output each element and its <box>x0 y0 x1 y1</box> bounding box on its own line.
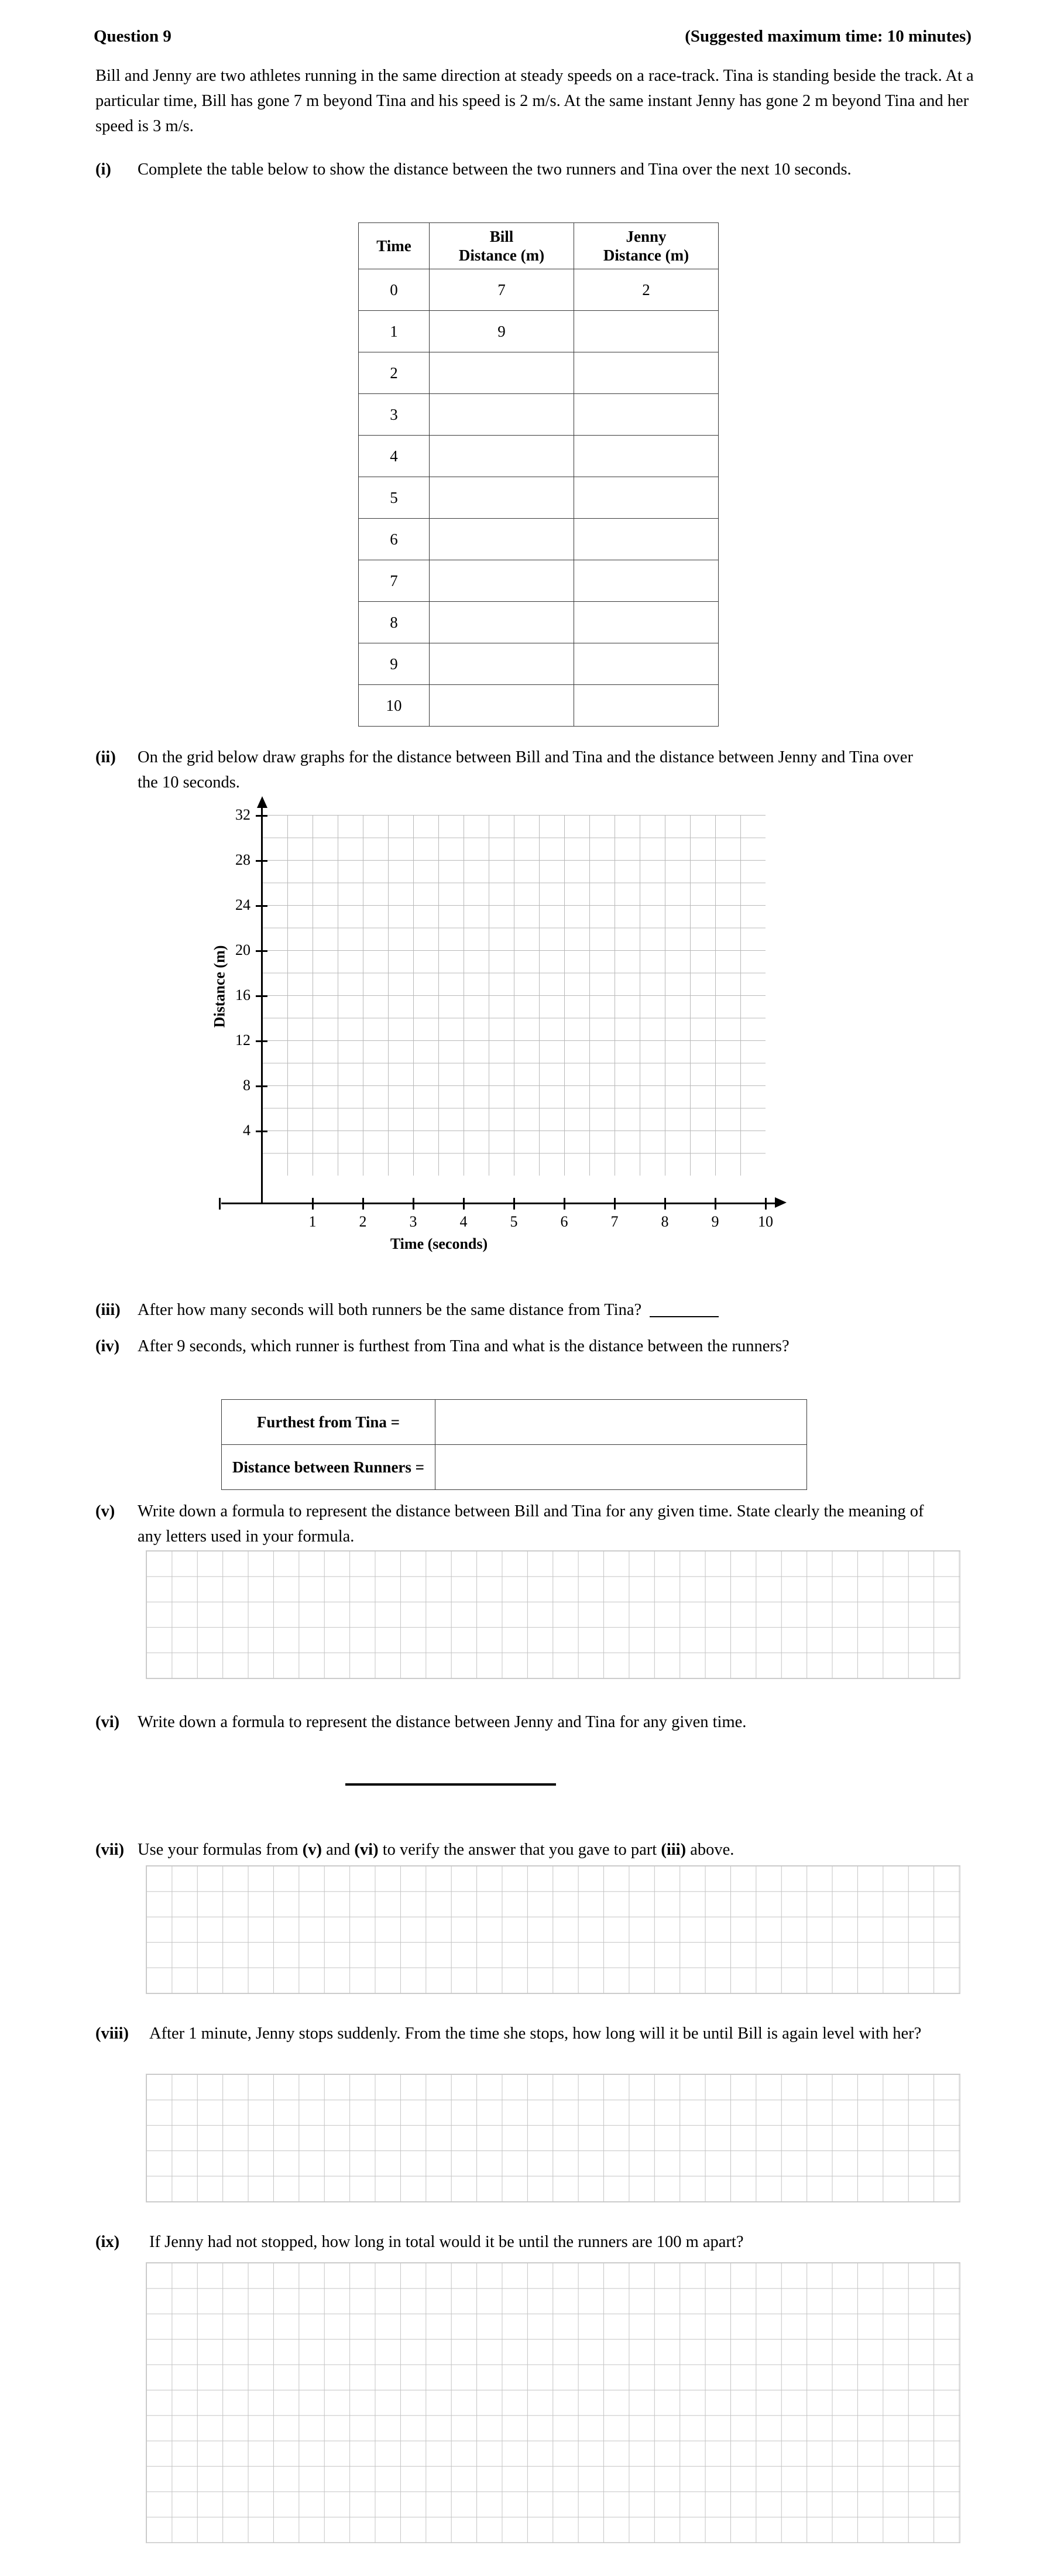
table-row <box>359 477 719 519</box>
col-header-jenny-line1: Jenny <box>626 228 667 245</box>
y-tick-24 <box>256 905 267 907</box>
x-tick-label-4: 4 <box>459 1213 468 1230</box>
part-vii-ref-iii: (iii) <box>661 1841 687 1859</box>
x-axis-left-cap <box>219 1198 221 1210</box>
part-iii-text: After how many seconds will both runners be the same distance from Tina? <box>138 1301 642 1319</box>
y-tick-20 <box>256 950 267 952</box>
cell-time: 10 <box>359 685 430 727</box>
table-row <box>359 602 719 643</box>
answer-box-row <box>222 1445 807 1490</box>
x-tick-label-9: 9 <box>711 1213 719 1230</box>
cell-jenny[interactable] <box>574 685 719 727</box>
y-axis-line <box>261 807 263 1204</box>
part-ii <box>95 745 932 795</box>
cell-jenny[interactable] <box>574 436 719 477</box>
x-tick-3 <box>413 1198 414 1210</box>
cell-time: 3 <box>359 394 430 436</box>
answer-label-furthest: Furthest from Tina = <box>222 1400 435 1445</box>
cell-bill[interactable] <box>430 602 574 643</box>
part-iii <box>95 1297 950 1323</box>
x-axis-line <box>221 1203 777 1204</box>
x-tick-9 <box>715 1198 716 1210</box>
part-ii-text: On the grid below draw graphs for the distance between Bill and Tina and the distance between Jenny and Tina over the 10 seconds. <box>138 748 913 792</box>
cell-jenny[interactable] <box>574 477 719 519</box>
part-ix-label: (ix) <box>95 2233 120 2251</box>
cell-bill[interactable] <box>430 436 574 477</box>
part-vii-text <box>138 1837 938 1862</box>
y-tick-12 <box>256 1040 267 1042</box>
part-ix-text: If Jenny had not stopped, how long in total would it be until the runners are 100 m apart? <box>149 2233 744 2251</box>
x-tick-1 <box>312 1198 314 1210</box>
table-row <box>359 643 719 685</box>
part-v <box>95 1499 938 1549</box>
y-tick-28 <box>256 860 267 862</box>
part-vii-ref-v: (v) <box>302 1841 322 1859</box>
table-row <box>359 685 719 727</box>
graph-gridlines[interactable] <box>262 815 766 1176</box>
cell-jenny[interactable]: 2 <box>574 269 719 311</box>
cell-bill[interactable] <box>430 560 574 602</box>
x-tick-6 <box>564 1198 565 1210</box>
part-viii-text: After 1 minute, Jenny stops suddenly. From the time she stops, how long will it be until Bill is again level with her? <box>149 2025 922 2043</box>
cell-bill[interactable] <box>430 352 574 394</box>
x-tick-label-5: 5 <box>510 1213 518 1230</box>
suggested-time-note: (Suggested maximum time: 10 minutes) <box>685 27 972 46</box>
question-title: Question 9 <box>94 27 171 46</box>
part-viii-label: (viii) <box>95 2025 129 2043</box>
part-vii-text-before: Use your formulas from <box>138 1841 303 1859</box>
x-tick-label-1: 1 <box>308 1213 317 1230</box>
x-axis-label: Time (seconds) <box>390 1235 488 1252</box>
part-vii-text-mid1: and <box>322 1841 355 1859</box>
cell-time: 0 <box>359 269 430 311</box>
cell-time: 8 <box>359 602 430 643</box>
y-tick-label-20: 20 <box>235 941 250 958</box>
cell-bill[interactable] <box>430 394 574 436</box>
answer-box <box>221 1399 807 1490</box>
y-tick-label-32: 32 <box>235 806 250 823</box>
cell-bill[interactable] <box>430 519 574 560</box>
part-iv-text: After 9 seconds, which runner is furthest from Tina and what is the distance between the runners? <box>138 1337 790 1355</box>
part-ix <box>95 2229 944 2255</box>
cell-jenny[interactable] <box>574 643 719 685</box>
table-header-row <box>359 223 719 269</box>
y-tick-32 <box>256 815 267 817</box>
cell-jenny[interactable] <box>574 560 719 602</box>
x-tick-8 <box>664 1198 666 1210</box>
part-ii-label: (ii) <box>95 748 116 766</box>
part-vi-answer-rule[interactable] <box>345 1783 556 1786</box>
x-tick-label-8: 8 <box>661 1213 669 1230</box>
part-iv-label: (iv) <box>95 1337 120 1355</box>
y-tick-16 <box>256 995 267 997</box>
work-grid-part-ix[interactable] <box>146 2262 960 2543</box>
part-vi <box>95 1710 938 1735</box>
y-axis-arrow-icon <box>257 796 267 808</box>
part-vii-label: (vii) <box>95 1841 125 1859</box>
answer-box-table <box>221 1399 807 1490</box>
part-vii-ref-vi: (vi) <box>354 1841 379 1859</box>
y-tick-label-16: 16 <box>235 986 250 1003</box>
answer-value-furthest[interactable] <box>435 1400 807 1445</box>
work-grid-part-vii[interactable] <box>146 1865 960 1994</box>
cell-bill[interactable]: 9 <box>430 311 574 352</box>
y-tick-label-28: 28 <box>235 851 250 868</box>
part-i <box>95 157 932 182</box>
table-row <box>359 311 719 352</box>
part-i-label: (i) <box>95 160 111 179</box>
distance-table-body <box>359 269 719 727</box>
part-iii-label: (iii) <box>95 1301 121 1319</box>
cell-time: 9 <box>359 643 430 685</box>
y-tick-label-12: 12 <box>235 1032 250 1049</box>
y-tick-4 <box>256 1131 267 1132</box>
x-tick-label-6: 6 <box>560 1213 568 1230</box>
part-vii-text-mid2: to verify the answer that you gave to part <box>378 1841 661 1859</box>
work-grid-part-viii[interactable] <box>146 2074 960 2202</box>
part-iii-text-wrap <box>138 1297 950 1323</box>
part-vi-label: (vi) <box>95 1713 120 1731</box>
cell-time: 2 <box>359 352 430 394</box>
y-tick-label-4: 4 <box>243 1122 250 1139</box>
y-tick-label-24: 24 <box>235 896 250 913</box>
cell-bill[interactable]: 7 <box>430 269 574 311</box>
answer-value-distance[interactable] <box>435 1445 807 1490</box>
work-grid-part-v[interactable] <box>146 1550 960 1679</box>
col-header-bill-line2: Distance (m) <box>458 246 545 264</box>
cell-jenny[interactable] <box>574 352 719 394</box>
col-header-jenny <box>574 223 719 269</box>
col-header-bill <box>430 223 574 269</box>
x-tick-5 <box>513 1198 515 1210</box>
cell-time: 4 <box>359 436 430 477</box>
distance-table-wrap <box>358 222 719 727</box>
intro-paragraph: Bill and Jenny are two athletes running in the same direction at steady speeds on a race-track. Tina is standing beside the track. At a particular time, Bill has gone 7 m beyond Tina and his speed is 2 m/s. At the same instant Jenny has gone 2 m beyond Tina and her speed is 3 m/s. <box>95 67 974 135</box>
y-tick-label-8: 8 <box>243 1077 250 1094</box>
part-viii <box>95 2021 944 2046</box>
x-tick-4 <box>463 1198 465 1210</box>
distance-table <box>358 222 719 727</box>
cell-time: 6 <box>359 519 430 560</box>
x-tick-10 <box>765 1198 767 1210</box>
x-tick-2 <box>362 1198 364 1210</box>
answer-label-distance: Distance between Runners = <box>222 1445 435 1490</box>
part-v-label: (v) <box>95 1502 115 1520</box>
table-row <box>359 436 719 477</box>
part-i-text: Complete the table below to show the distance between the two runners and Tina over the next 10 seconds. <box>138 160 852 179</box>
cell-time: 1 <box>359 311 430 352</box>
table-row <box>359 519 719 560</box>
x-tick-label-10: 10 <box>758 1213 773 1230</box>
cell-jenny[interactable] <box>574 519 719 560</box>
part-v-text: Write down a formula to represent the distance between Bill and Tina for any given time. State clearly the meaning of any letters used in your formula. <box>138 1502 924 1546</box>
x-tick-label-3: 3 <box>409 1213 417 1230</box>
part-vi-text: Write down a formula to represent the distance between Jenny and Tina for any given time. <box>138 1713 747 1731</box>
distance-time-graph[interactable] <box>211 802 831 1259</box>
x-tick-label-7: 7 <box>610 1213 619 1230</box>
page-header <box>94 27 972 46</box>
cell-time: 5 <box>359 477 430 519</box>
x-tick-7 <box>614 1198 616 1210</box>
x-axis-arrow-icon <box>775 1197 787 1208</box>
part-iv <box>95 1334 932 1359</box>
cell-jenny[interactable] <box>574 394 719 436</box>
table-row <box>359 269 719 311</box>
col-header-time: Time <box>359 223 430 269</box>
cell-time: 7 <box>359 560 430 602</box>
y-tick-8 <box>256 1085 267 1087</box>
part-iii-answer-blank[interactable] <box>650 1316 719 1317</box>
answer-box-row <box>222 1400 807 1445</box>
cell-bill[interactable] <box>430 685 574 727</box>
x-tick-label-2: 2 <box>359 1213 367 1230</box>
table-row <box>359 352 719 394</box>
cell-bill[interactable] <box>430 643 574 685</box>
table-row <box>359 560 719 602</box>
table-row <box>359 394 719 436</box>
part-vii <box>95 1837 938 1862</box>
cell-bill[interactable] <box>430 477 574 519</box>
cell-jenny[interactable] <box>574 311 719 352</box>
cell-jenny[interactable] <box>574 602 719 643</box>
col-header-jenny-line2: Distance (m) <box>603 246 689 264</box>
y-axis-label: Distance (m) <box>211 945 228 1028</box>
part-vii-text-after: above. <box>686 1841 734 1859</box>
col-header-bill-line1: Bill <box>489 228 514 245</box>
